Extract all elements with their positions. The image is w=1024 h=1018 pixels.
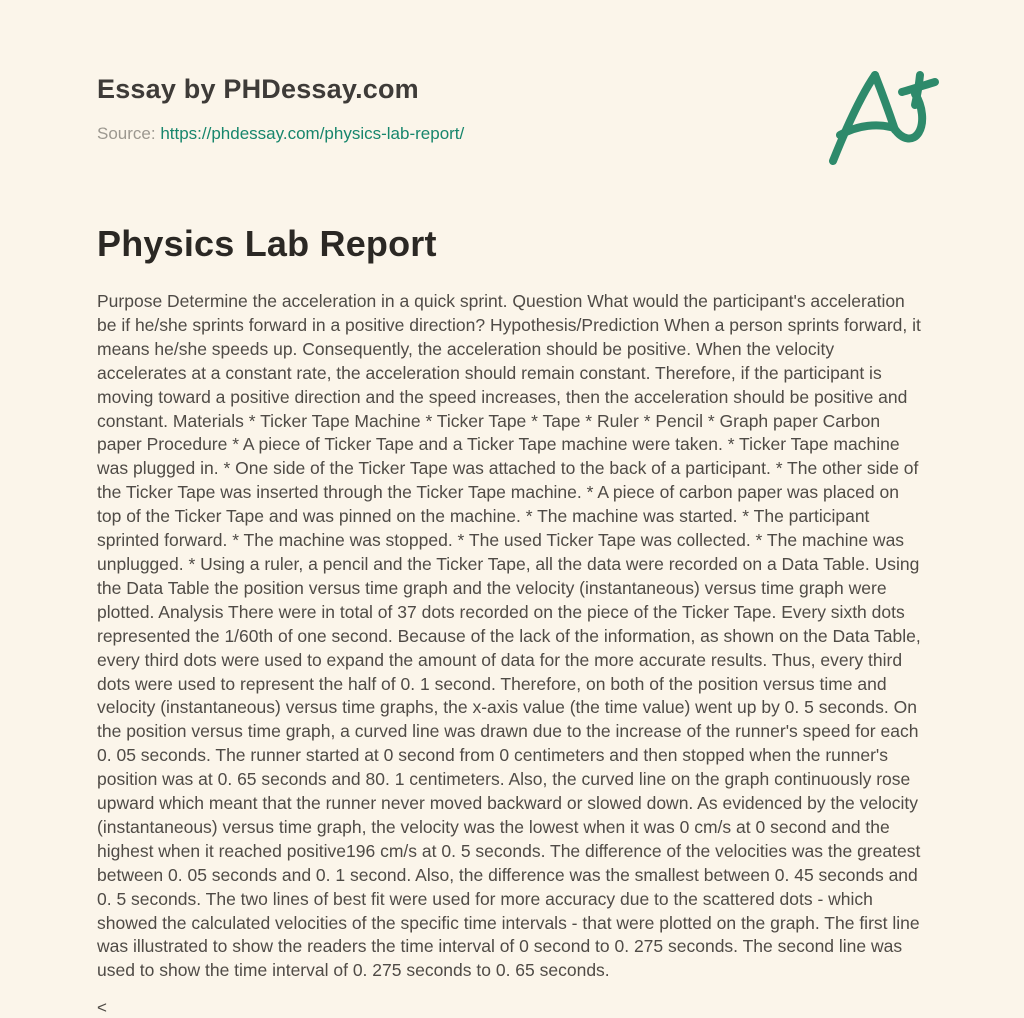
trailing-html-fragment: < [97, 998, 107, 1018]
essay-body-text: Purpose Determine the acceleration in a quick sprint. Question What would the participant's acceleration be if he/she sprints forward in a positive direction? Hypothesis/Prediction When a person sprints forward, it means he/she speeds up. Consequently, the acceleration should be positive. When the velocity accelerates at a constant rate, the acceleration should remain constant. Therefore, if the participant is moving toward a positive direction and the speed increases, then the acceleration should be positive and constant. Materials * Ticker Tape Machine * Ticker Tape * Tape * Ruler * Pencil * Graph paper Carbon paper Procedure * A piece of Ticker Tape and a Ticker Tape machine were taken. * Ticker Tape machine was plugged in. * One side of the Ticker Tape was attached to the back of a participant. * The other side of the Ticker Tape was inserted through the Ticker Tape machine. * A piece of carbon paper was placed on top of the Ticker Tape and was pinned on the machine. * The machine was started. * The participant sprinted forward. * The machine was stopped. * The used Ticker Tape was collected. * The machine was unplugged. * Using a ruler, a pencil and the Ticker Tape, all the data were recorded on a Data Table. Using the Data Table the position versus time graph and the velocity (instantaneous) versus time graph were plotted. Analysis There were in total of 37 dots recorded on the piece of the Ticker Tape. Every sixth dots represented the 1/60th of one second. Because of the lack of the information, as shown on the Data Table, every third dots were used to expand the amount of data for the more accurate results. Thus, every third dots were used to represent the half of 0. 1 second. Therefore, on both of the position versus time and velocity (instantaneous) versus time graphs, the x-axis value (the time value) went up by 0. 5 seconds. On the position versus time graph, a curved line was drawn due to the increase of the runner's speed for each 0. 05 seconds. The runner started at 0 second from 0 centimeters and then stopped when the runner's position was at 0. 65 seconds and 80. 1 centimeters. Also, the curved line on the graph continuously rose upward which meant that the runner never moved backward or slowed down. As evidenced by the velocity (instantaneous) versus time graph, the velocity was the lowest when it was 0 cm/s at 0 second and the highest when it reached positive196 cm/s at 0. 5 seconds. The difference of the velocities was the greatest between 0. 05 seconds and 0. 1 second. Also, the difference was the smallest between 0. 45 seconds and 0. 5 seconds. The two lines of best fit were used for more accuracy due to the scattered dots - which showed the calculated velocities of the specific time intervals - that were plotted on the graph. The first line was illustrated to show the readers the time interval of 0 second to 0. 275 seconds. The second line was used to show the time interval of 0. 275 seconds to 0. 65 seconds. [97, 291, 921, 981]
essay-title: Physics Lab Report [97, 223, 437, 264]
source-label: Source: [97, 124, 156, 143]
source-row [97, 124, 928, 144]
essay-byline: Essay by PHDessay.com [97, 74, 419, 104]
source-link[interactable]: https://phdessay.com/physics-lab-report/ [160, 124, 465, 143]
a-plus-logo-icon [816, 62, 942, 174]
